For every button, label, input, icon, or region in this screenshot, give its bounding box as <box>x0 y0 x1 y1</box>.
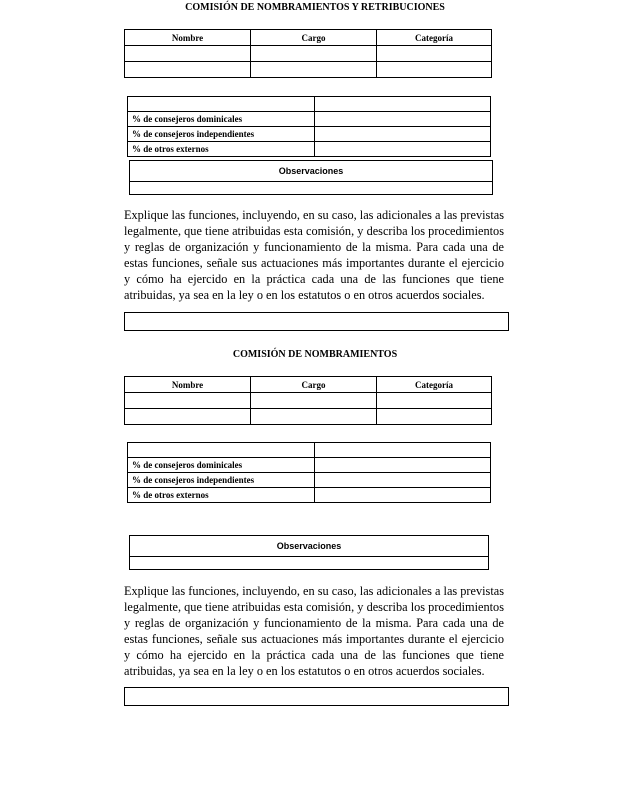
pct-otros-externos-value[interactable] <box>315 488 491 503</box>
instruction-text: Explique las funciones, incluyendo, en su caso, las adicionales a las previstas legalmente, que tiene atribuidas esta comisión, y describa los procedimientos y reglas de organización y funcionamiento de la misma. Para cada una de estas funciones, señale sus actuaciones más importantes durante el ejercicio y cómo ha ejercido en la práctica cada una de las funciones que tiene atribuidas, ya sea en la ley o en los estatutos o en otros acuerdos sociales. <box>124 208 504 302</box>
observations-header: Observaciones <box>130 161 493 182</box>
percentage-table <box>127 442 491 503</box>
table-row <box>128 112 491 127</box>
functions-answer-field[interactable] <box>124 312 509 331</box>
column-header-nombre: Nombre <box>125 377 251 393</box>
table-cell[interactable] <box>315 97 491 112</box>
table-row <box>128 142 491 157</box>
table-cell <box>128 443 315 458</box>
table-cell[interactable] <box>251 62 377 78</box>
pct-dominicales-label: % de consejeros dominicales <box>128 458 315 473</box>
pct-dominicales-value[interactable] <box>315 112 491 127</box>
table-cell[interactable] <box>377 409 492 425</box>
table-row <box>125 393 492 409</box>
table-cell[interactable] <box>125 393 251 409</box>
instruction-text: Explique las funciones, incluyendo, en su caso, las adicionales a las previstas legalmente, que tiene atribuidas esta comisión, y describa los procedimientos y reglas de organización y funcionamiento de la misma. Para cada una de estas funciones, señale sus actuaciones más importantes durante el ejercicio y cómo ha ejercido en la práctica cada una de las funciones que tiene atribuidas, ya sea en la ley o en los estatutos o en otros acuerdos sociales. <box>124 584 504 678</box>
table-row <box>125 409 492 425</box>
table-cell[interactable] <box>251 409 377 425</box>
table-row <box>128 458 491 473</box>
members-table <box>124 376 492 425</box>
table-row <box>125 62 492 78</box>
members-table <box>124 29 492 78</box>
table-cell[interactable] <box>315 443 491 458</box>
observations-header: Observaciones <box>130 536 489 557</box>
table-row <box>125 46 492 62</box>
table-row <box>128 488 491 503</box>
column-header-categoria: Categoría <box>377 30 492 46</box>
pct-otros-externos-label: % de otros externos <box>128 142 315 157</box>
column-header-categoria: Categoría <box>377 377 492 393</box>
table-cell[interactable] <box>125 62 251 78</box>
table-cell[interactable] <box>377 393 492 409</box>
section-title: COMISIÓN DE NOMBRAMIENTOS Y RETRIBUCIONES <box>185 2 445 13</box>
pct-independientes-label: % de consejeros independientes <box>128 473 315 488</box>
table-row <box>128 127 491 142</box>
table-cell[interactable] <box>125 409 251 425</box>
pct-independientes-value[interactable] <box>315 127 491 142</box>
column-header-cargo: Cargo <box>251 30 377 46</box>
observations-table <box>129 535 489 570</box>
table-cell[interactable] <box>125 46 251 62</box>
column-header-cargo: Cargo <box>251 377 377 393</box>
table-cell <box>128 97 315 112</box>
table-row <box>128 443 491 458</box>
table-cell[interactable] <box>251 46 377 62</box>
pct-otros-externos-label: % de otros externos <box>128 488 315 503</box>
functions-answer-field[interactable] <box>124 687 509 706</box>
pct-dominicales-label: % de consejeros dominicales <box>128 112 315 127</box>
pct-dominicales-value[interactable] <box>315 458 491 473</box>
table-cell[interactable] <box>251 393 377 409</box>
section-title: COMISIÓN DE NOMBRAMIENTOS <box>232 349 398 360</box>
table-row <box>128 473 491 488</box>
observations-field[interactable] <box>130 557 489 570</box>
table-cell[interactable] <box>377 62 492 78</box>
pct-independientes-label: % de consejeros independientes <box>128 127 315 142</box>
pct-independientes-value[interactable] <box>315 473 491 488</box>
percentage-table <box>127 96 491 157</box>
observations-table <box>129 160 493 195</box>
table-cell[interactable] <box>377 46 492 62</box>
column-header-nombre: Nombre <box>125 30 251 46</box>
table-row <box>128 97 491 112</box>
observations-field[interactable] <box>130 182 493 195</box>
pct-otros-externos-value[interactable] <box>315 142 491 157</box>
